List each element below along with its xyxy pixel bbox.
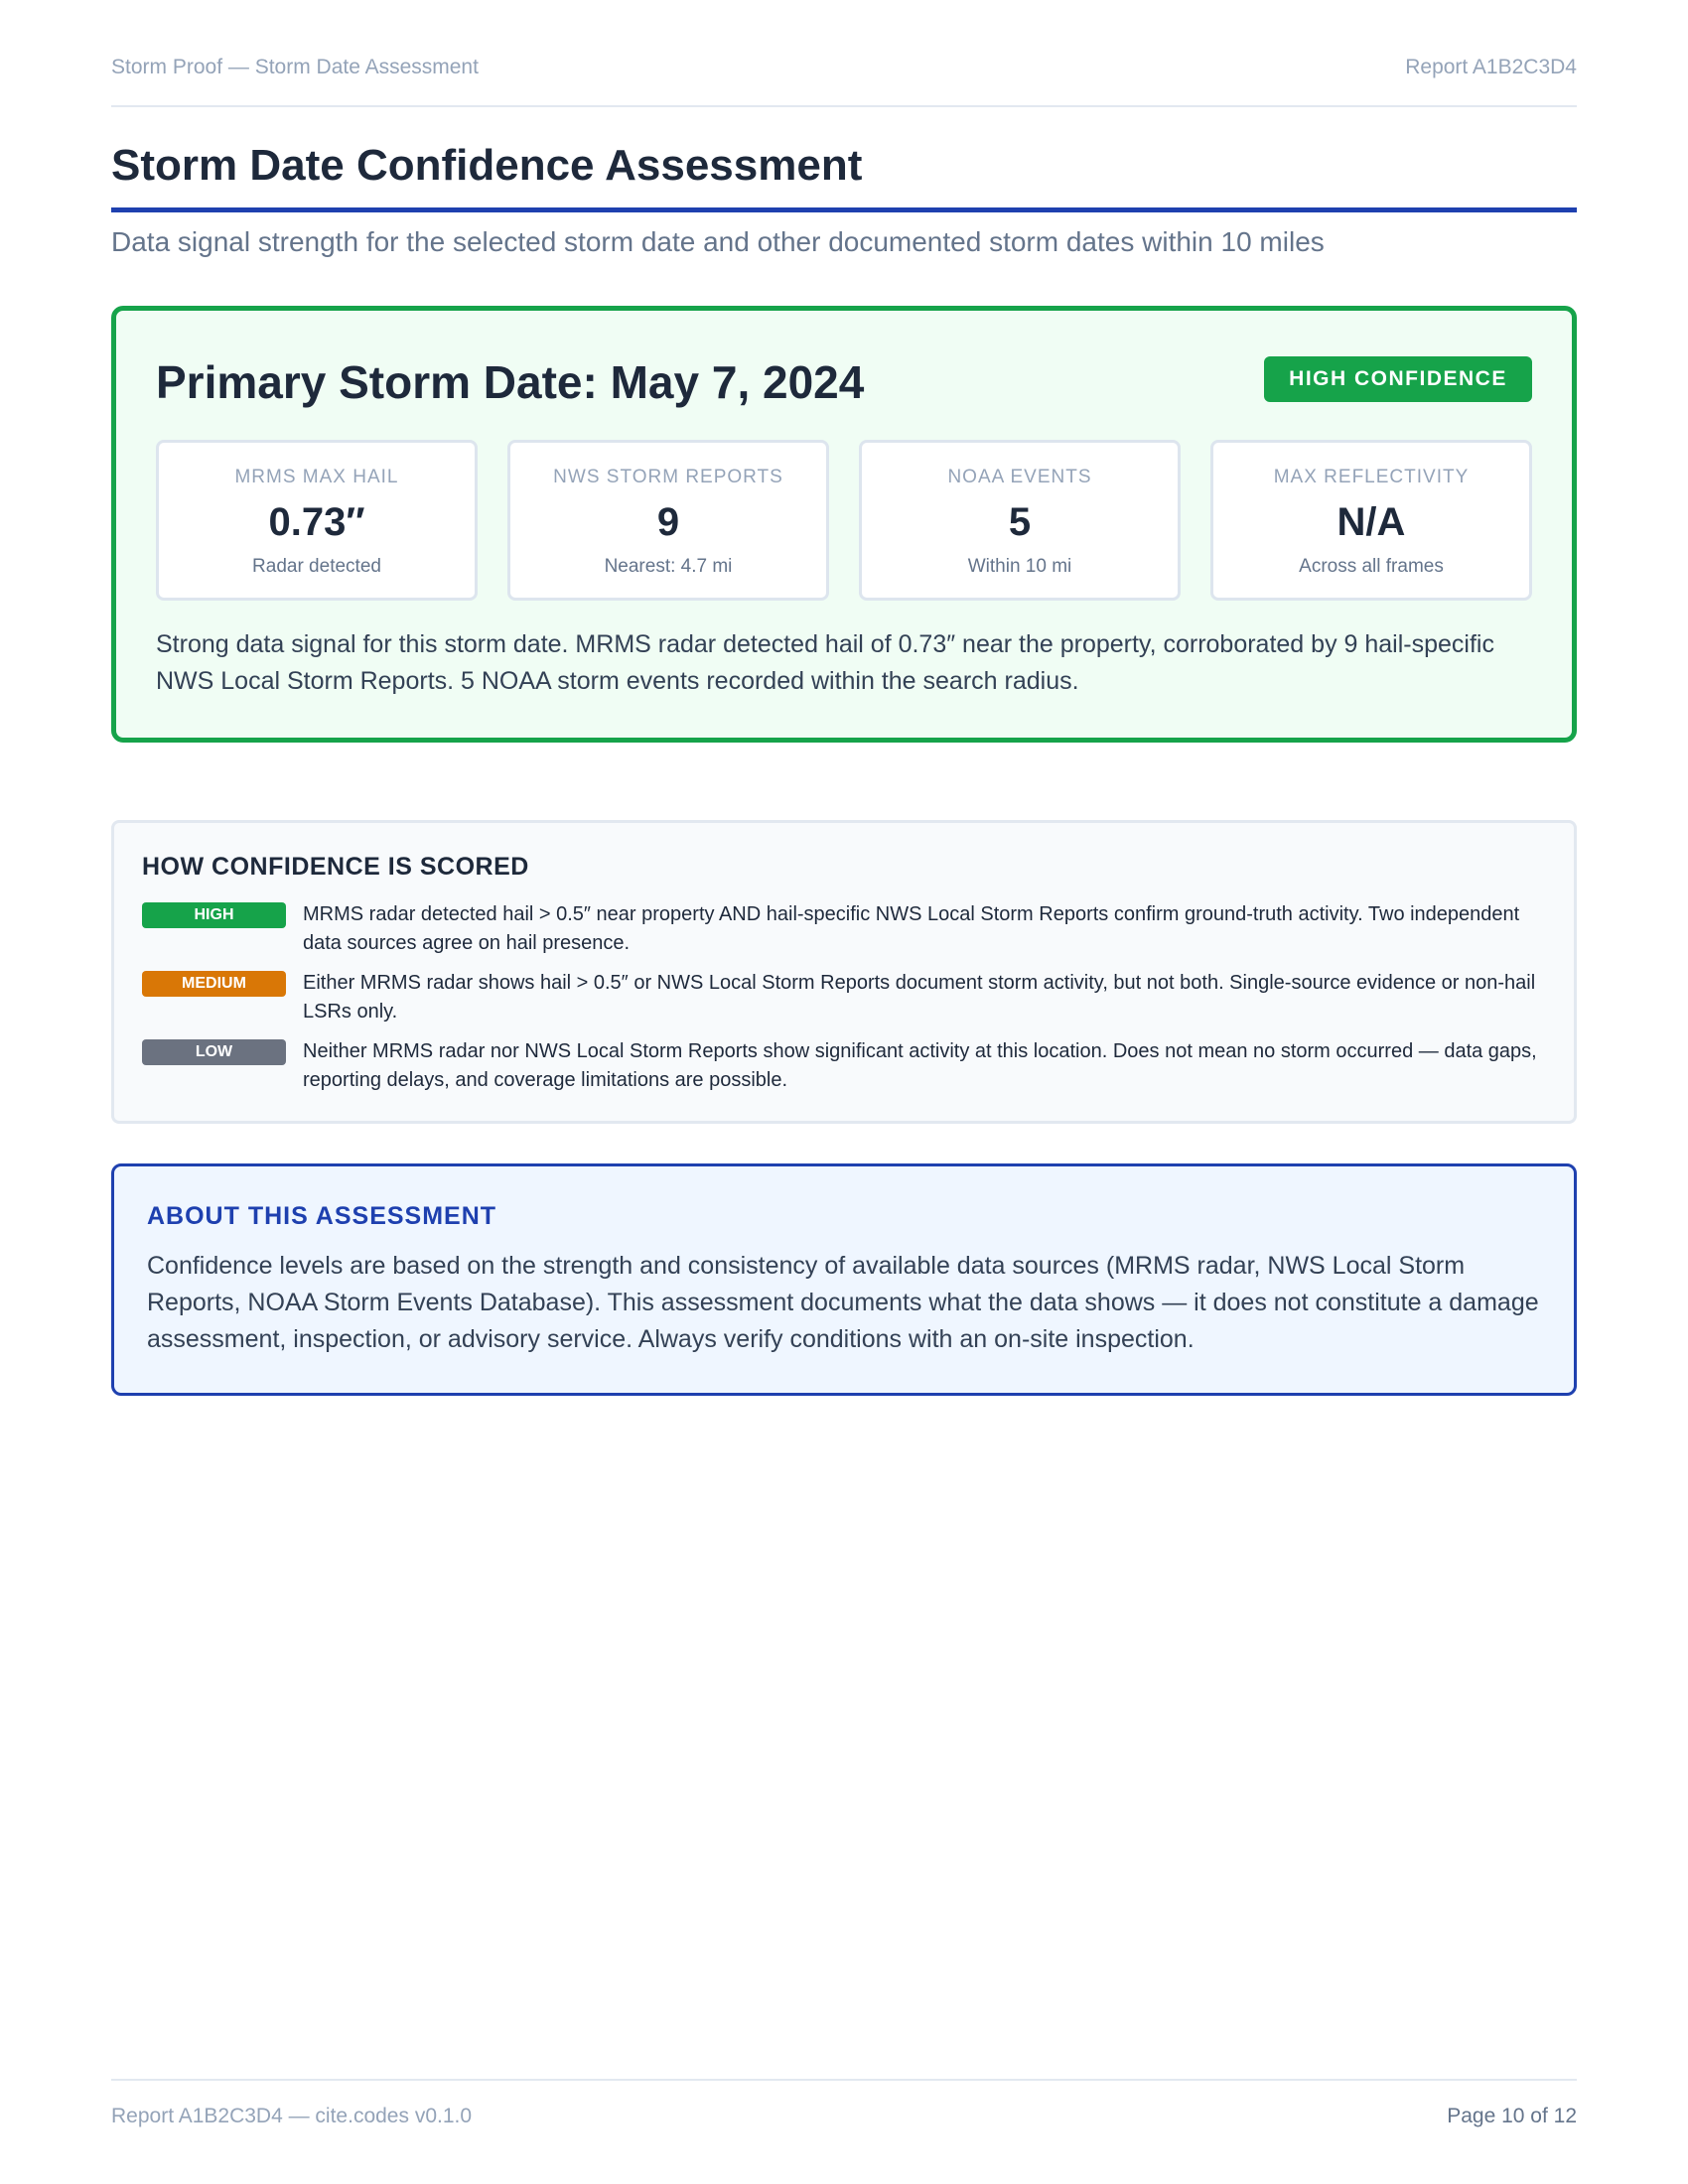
metric-subtext: Radar detected — [252, 556, 381, 577]
scoring-row-medium — [142, 971, 1546, 1028]
metric-subtext: Nearest: 4.7 mi — [604, 556, 733, 577]
metric-label: NWS STORM REPORTS — [553, 467, 783, 487]
running-header — [111, 56, 1577, 79]
scoring-legend-card — [111, 820, 1577, 1124]
about-heading: ABOUT THIS ASSESSMENT — [147, 1202, 497, 1230]
primary-summary-text: Strong data signal for this storm date. MRMS radar detected hail of 0.73″ near the property, corroborated by 9 hail-specific NWS Local Storm Reports. 5 NOAA storm events recorded within the search radius. — [156, 630, 1494, 695]
confidence-badge: HIGH CONFIDENCE — [1264, 356, 1532, 402]
scoring-row-low — [142, 1039, 1546, 1097]
footer-report-version: Report A1B2C3D4 — cite.codes v0.1.0 — [111, 2105, 473, 2127]
metric-value: N/A — [1336, 500, 1406, 544]
metric-noaa-events — [859, 440, 1181, 601]
running-footer — [111, 2105, 1577, 2128]
page-title: Storm Date Confidence Assessment — [111, 141, 863, 190]
metric-subtext: Within 10 mi — [967, 556, 1072, 577]
level-badge-medium: MEDIUM — [142, 971, 286, 997]
level-badge-low: LOW — [142, 1039, 286, 1065]
metric-mrms-max-hail — [156, 440, 478, 601]
primary-storm-card — [111, 306, 1577, 743]
header-divider — [111, 105, 1577, 107]
level-description: Neither MRMS radar nor NWS Local Storm Reports show significant activity at this location. Does not mean no storm occurred — data gaps, reporting delays, and coverage limitations are possible. — [303, 1040, 1537, 1091]
report-page — [111, 0, 1577, 2184]
about-text: Confidence levels are based on the strength and consistency of available data sources (MRMS radar, NWS Local Storm Reports, NOAA Storm Events Database). This assessment documents what the data shows — it does not constitute a damage assessment, inspection, or advisory service. Always verify conditions with an on-site inspection. — [147, 1252, 1539, 1353]
metric-label: MRMS MAX HAIL — [234, 467, 399, 487]
header-product-title: Storm Proof — Storm Date Assessment — [111, 56, 479, 78]
metric-value: 9 — [656, 500, 680, 544]
page-number: Page 10 of 12 — [1447, 2105, 1577, 2127]
metric-nws-storm-reports — [507, 440, 829, 601]
metric-max-reflectivity — [1210, 440, 1532, 601]
level-badge-high: HIGH — [142, 902, 286, 928]
about-assessment-card — [111, 1163, 1577, 1396]
metric-grid — [156, 440, 1532, 601]
metric-label: MAX REFLECTIVITY — [1273, 467, 1470, 487]
header-report-id: Report A1B2C3D4 — [1405, 56, 1577, 78]
footer-divider — [111, 2079, 1577, 2081]
title-underline — [111, 207, 1577, 212]
level-description: Either MRMS radar shows hail > 0.5″ or NWS Local Storm Reports document storm activity, but not both. Single-source evidence or non-hail LSRs only. — [303, 972, 1536, 1023]
page-subtitle: Data signal strength for the selected storm date and other documented storm dates within 10 miles — [111, 226, 1325, 257]
scoring-heading: HOW CONFIDENCE IS SCORED — [142, 853, 529, 881]
metric-value: 5 — [1008, 500, 1032, 544]
level-description: MRMS radar detected hail > 0.5″ near property AND hail-specific NWS Local Storm Reports confirm ground-truth activity. Two independent data sources agree on hail presence. — [303, 903, 1520, 954]
metric-subtext: Across all frames — [1299, 556, 1444, 577]
primary-storm-date-title: Primary Storm Date: May 7, 2024 — [156, 356, 865, 408]
metric-label: NOAA EVENTS — [947, 467, 1092, 487]
scoring-row-high — [142, 902, 1546, 960]
metric-value: 0.73″ — [268, 500, 365, 544]
